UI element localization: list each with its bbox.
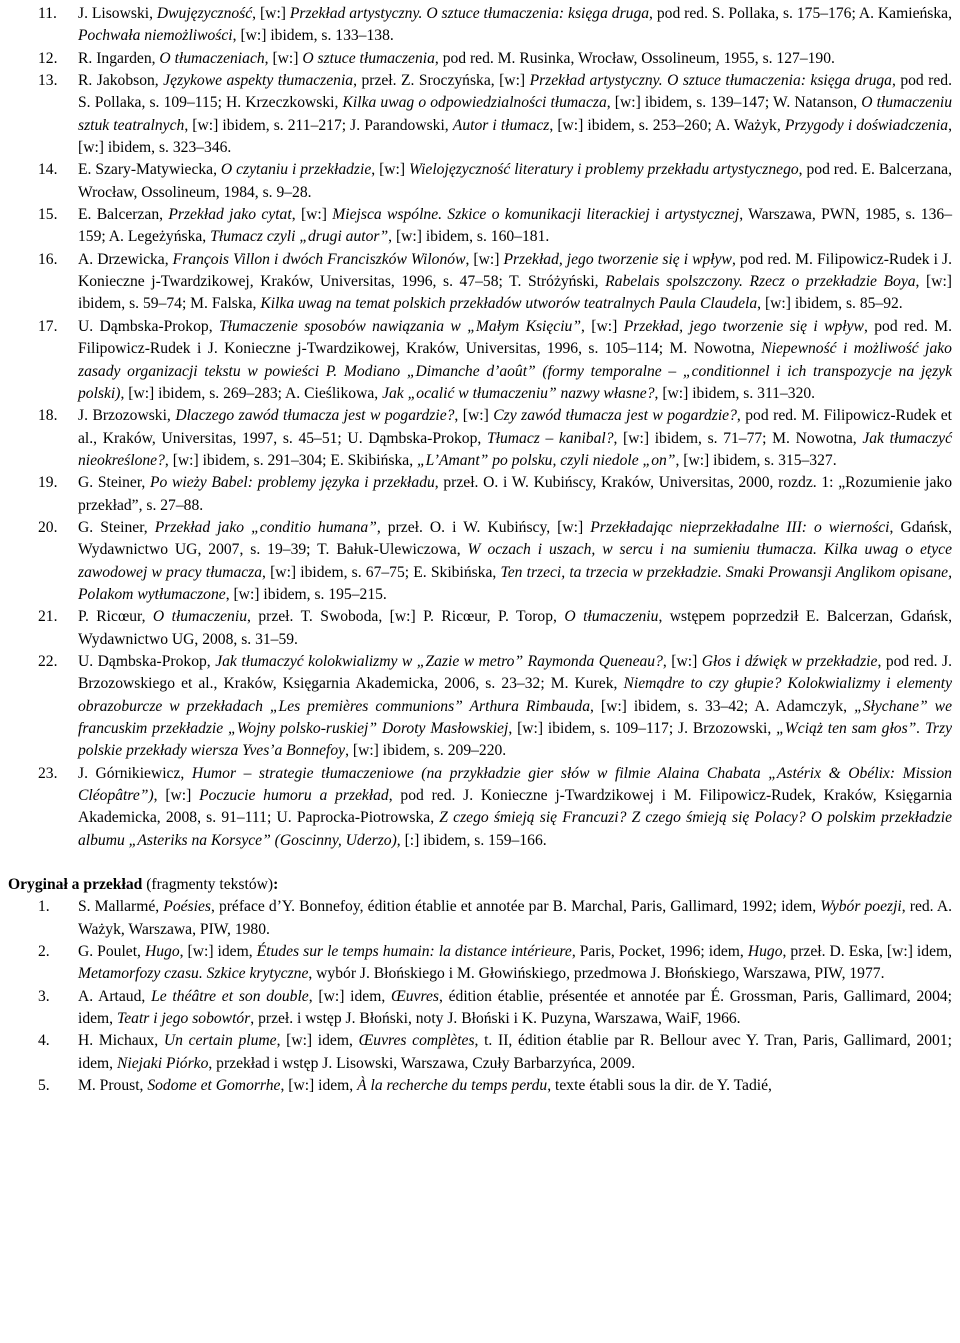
section-heading-colon: : bbox=[273, 876, 279, 894]
reference-text: A. Artaud, bbox=[78, 987, 152, 1005]
reference-title: Niejaki Piórko bbox=[116, 1054, 209, 1072]
reference-text: , pod red. S. Pollaka, s. 175–176; A. Kamieńska, bbox=[649, 5, 952, 22]
reference-title: Przekładając nieprzekładalne III: o wierności bbox=[590, 518, 890, 536]
reference-text: , pod red. J. Konieczne j-Twardzikowej i M. Filipowicz-Rudek, Kraków, Księgarnia Akademicka, 2008, s. 91–111; U. Paprocka-Piotrowska, bbox=[78, 787, 952, 827]
reference-text: J. Brzozowski, bbox=[78, 407, 176, 425]
reference-number: 12. bbox=[38, 49, 58, 67]
reference-text: U. Dąmbska-Prokop, bbox=[78, 317, 219, 335]
reference-text: , red. A. Ważyk, Warszawa, PIW, 1980. bbox=[78, 898, 952, 938]
reference-title: O tłumaczeniu bbox=[152, 608, 247, 626]
reference-number: 1. bbox=[38, 898, 50, 916]
reference-text: , [w:] bbox=[581, 317, 624, 335]
reference-text: , [w:] idem, bbox=[179, 943, 257, 961]
reference-text: , édition établie, présentée et annotée par É. Grossman, Paris, Gallimard, 2004; idem, bbox=[78, 987, 952, 1028]
reference-number: 23. bbox=[38, 764, 58, 782]
reference-text: , [w:] ibidem, s. 85–92. bbox=[757, 295, 903, 313]
reference-text: , [w:] bbox=[454, 407, 494, 425]
reference-text: R. Jakobson, bbox=[78, 72, 164, 90]
reference-title: Hugo bbox=[747, 943, 783, 961]
reference-text: , pod red. E. Balcerzana, Wrocław, Ossolineum, 1984, s. 9–28. bbox=[78, 161, 952, 201]
reference-title: Miejsca wspólne. Szkice o komunikacji literackiej i artystycznej bbox=[332, 206, 740, 224]
reference-title: O tłumaczeniu bbox=[564, 608, 659, 626]
reference-item bbox=[8, 1030, 952, 1075]
reference-title: Językowe aspekty tłumaczenia bbox=[163, 72, 354, 90]
reference-text: , pod red. M. Filipowicz-Rudek i J. Konieczne j-Twardzikowej, Kraków, Universitas, 1996, s. 47–58; T. Stróżyński, bbox=[78, 250, 952, 291]
reference-text: , [w:] idem, bbox=[280, 1077, 358, 1095]
reference-item bbox=[8, 249, 952, 316]
reference-number: 20. bbox=[38, 518, 58, 536]
reference-text: , [w:] bbox=[465, 250, 504, 268]
reference-title: Przekład jako „conditio humana” bbox=[154, 518, 377, 536]
reference-text: , przeł. T. Swoboda, [w:] P. Ricœur, P. Torop, bbox=[247, 608, 565, 626]
reference-text: , [w:] bbox=[371, 161, 409, 179]
reference-item bbox=[8, 405, 952, 472]
reference-title: „Wciąż ten sam głos”. Trzy polskie przekłady wiersza Yves’a Bonnefoy bbox=[78, 720, 952, 760]
reference-number: 22. bbox=[38, 652, 58, 670]
reference-text: , [w:] bbox=[153, 787, 200, 805]
reference-title: Pochwała niemożliwości bbox=[78, 27, 233, 45]
reference-title: Kilka uwag na temat polskich przekładów utworów teatralnych Paula Claudela bbox=[260, 295, 758, 313]
reference-text: M. Proust, bbox=[78, 1077, 148, 1095]
reference-title: Kilka uwag o odpowiedzialności tłumacza bbox=[342, 94, 607, 112]
reference-item bbox=[8, 606, 952, 651]
reference-title: „Słychane” we francuskim przekładzie „Wojny polsko-ruskiej” Doroty Masłowskiej bbox=[78, 697, 952, 737]
reference-text: U. Dąmbska-Prokop, bbox=[78, 652, 216, 670]
reference-text: , [w:] ibidem, s. 133–138. bbox=[232, 27, 394, 45]
reference-text: , texte établi sous la dir. de Y. Tadié, bbox=[547, 1077, 772, 1095]
reference-text: , [w:] ibidem, s. 67–75; E. Skibińska, bbox=[262, 563, 501, 581]
reference-title: Tłumaczenie sposobów nawiązania w „Małym Księciu” bbox=[218, 317, 582, 335]
reference-title: Hugo bbox=[144, 943, 180, 961]
reference-item bbox=[8, 3, 952, 48]
reference-title: Études sur le temps humain: la distance intérieure bbox=[256, 943, 572, 961]
reference-item bbox=[8, 763, 952, 852]
reference-title: Metamorfozy czasu. Szkice krytyczne bbox=[78, 965, 309, 983]
reference-item bbox=[8, 204, 952, 249]
reference-title: Rabelais spolszczony. Rzecz o przekładzie Boya bbox=[605, 273, 916, 291]
reference-title: Głos i dźwięk w przekładzie bbox=[701, 652, 878, 670]
reference-number: 2. bbox=[38, 943, 50, 961]
reference-title: Z czego śmieją się Francuzi? Z czego śmieją się Polacy? O polskim przekładzie albumu „Asteriks na Korsyce” (Goscinny, Uderzo) bbox=[78, 809, 952, 849]
reference-title: O czytaniu i przekładzie bbox=[220, 161, 372, 179]
reference-text: , [w:] ibidem, s. 323–346. bbox=[78, 116, 952, 157]
reference-text: , przeł. O. i W. Kubińscy, [w:] bbox=[376, 518, 591, 536]
reference-text: , Paris, Pocket, 1996; idem, bbox=[571, 943, 748, 961]
reference-text: , [w:] ibidem, s. 209–220. bbox=[345, 742, 507, 760]
reference-title: O tłumaczeniu sztuk teatralnych bbox=[78, 94, 953, 134]
reference-text: , [w:] ibidem, s. 71–77; M. Nowotna, bbox=[613, 429, 863, 447]
reference-text: , [w:] ibidem, s. 59–74; M. Falska, bbox=[78, 273, 952, 313]
reference-title: Niepewność i możliwość jako zasady organizacji tekstu w powieści P. Modiano „Dimanche d’août” (formy temporalne – „conditionnel i ich transpozycje na język polski) bbox=[78, 340, 952, 402]
reference-title: O sztuce tłumaczenia bbox=[302, 49, 435, 67]
reference-title: Jak tłumaczyć nieokreślone? bbox=[78, 429, 952, 469]
reference-text: , pod red. S. Pollaka, s. 109–115; H. Krzeczkowski, bbox=[78, 72, 952, 112]
reference-text: J. Górnikiewicz, bbox=[78, 764, 192, 782]
reference-title: Humor – strategie tłumaczeniowe (na przykładzie gier słów w filmie Alaina Chabata „Astérix & Obélix: Mission Cléopâtre”) bbox=[78, 764, 952, 805]
reference-title: Un certain plume bbox=[163, 1032, 277, 1050]
reference-text: H. Michaux, bbox=[78, 1032, 164, 1050]
reference-number: 18. bbox=[38, 407, 58, 425]
section-original-vs-translation bbox=[8, 874, 952, 1097]
bibliography-list bbox=[8, 3, 952, 852]
section-heading-rest: (fragmenty tekstów) bbox=[142, 876, 274, 894]
reference-title: Ten trzeci, ta trzecia w przekładzie. Smaki Prowansji Anglikom opisane, Polakom wytłumaczone bbox=[78, 563, 952, 603]
reference-number: 16. bbox=[38, 250, 58, 268]
reference-title: Przekład jako cytat bbox=[168, 206, 292, 224]
reference-title: „L’Amant” po polsku, czyli niedole „on” bbox=[417, 451, 676, 469]
reference-text: , [w:] ibidem, s. 311–320. bbox=[654, 384, 816, 402]
reference-text: A. Drzewicka, bbox=[78, 250, 173, 268]
reference-text: S. Mallarmé, bbox=[78, 898, 164, 916]
reference-text: , [w:] ibidem, s. 195–215. bbox=[225, 585, 387, 603]
reference-title: Œuvres complètes bbox=[358, 1032, 475, 1050]
section-heading bbox=[8, 874, 952, 896]
reference-text: , przeł. D. Eska, [w:] idem, bbox=[782, 943, 953, 961]
reference-text: R. Ingarden, bbox=[78, 49, 160, 67]
reference-title: O tłumaczeniach bbox=[159, 49, 265, 67]
reference-item bbox=[8, 986, 952, 1031]
reference-text: , [w:] ibidem, s. 139–147; W. Natanson, bbox=[606, 94, 862, 112]
reference-text: , pod red. J. Brzozowskiego et al., Kraków, Księgarnia Akademicka, 2006, s. 23–32; M. Kurek, bbox=[78, 652, 952, 693]
reference-title: Sodome et Gomorrhe bbox=[147, 1077, 281, 1095]
reference-text: , [w:] ibidem, s. 109–117; J. Brzozowski, bbox=[508, 720, 777, 737]
reference-number: 14. bbox=[38, 161, 58, 179]
reference-item bbox=[8, 159, 952, 204]
reference-title: Przekład, jego tworzenie się i wpływ bbox=[503, 250, 732, 268]
reference-text: , [w:] idem, bbox=[276, 1032, 359, 1050]
reference-item bbox=[8, 472, 952, 517]
reference-title: Le théâtre et son double bbox=[151, 987, 309, 1005]
reference-title: Tłumacz czyli „drugi autor” bbox=[210, 228, 389, 246]
reference-title: François Villon i dwóch Franciszków Wilonów bbox=[172, 250, 466, 268]
reference-text: G. Steiner, bbox=[78, 518, 155, 536]
reference-text: , [w:] ibidem, s. 33–42; A. Adamczyk, bbox=[590, 697, 855, 715]
reference-title: Autor i tłumacz bbox=[452, 116, 550, 134]
reference-number: 19. bbox=[38, 474, 58, 492]
reference-text: G. Poulet, bbox=[78, 943, 145, 961]
reference-title: Dwujęzyczność bbox=[156, 5, 253, 22]
reference-text: , [w:] idem, bbox=[308, 987, 392, 1005]
reference-title: Niemądre to czy głupie? Kolokwializmy i elementy obrazoburcze w przekładach „Les premières communions” Arthura Rimbauda bbox=[78, 675, 952, 715]
document-page bbox=[8, 3, 952, 1098]
reference-text: , préface d’Y. Bonnefoy, édition établie et annotée par B. Marchal, Paris, Gallimard, 1992; idem, bbox=[210, 898, 821, 916]
reference-text: , [w:] ibidem, s. 253–260; A. Ważyk, bbox=[549, 116, 785, 134]
reference-text: , przeł. O. i W. Kubińscy, Kraków, Universitas, 2000, rozdz. 1: „Rozumienie jako przekład”, s. 27–88. bbox=[78, 474, 952, 514]
reference-text: , [:] ibidem, s. 159–166. bbox=[396, 831, 547, 849]
reference-number: 4. bbox=[38, 1032, 50, 1050]
reference-number: 11. bbox=[38, 5, 57, 22]
reference-text: , Gdańsk, Wydawnictwo UG, 2007, s. 19–39; T. Bałuk-Ulewiczowa, bbox=[78, 518, 953, 559]
reference-text: E. Balcerzan, bbox=[78, 206, 169, 224]
reference-text: , [w:] ibidem, s. 291–304; E. Skibińska, bbox=[164, 451, 417, 469]
reference-item bbox=[8, 1075, 952, 1097]
reference-title: Poésies bbox=[163, 898, 211, 916]
reference-text: , pod red. M. Filipowicz-Rudek i J. Konieczne j-Twardzikowej, Kraków, Universitas, 1996, s. 105–114; M. Nowotna, bbox=[78, 317, 952, 358]
reference-number: 17. bbox=[38, 317, 58, 335]
reference-text: E. Szary-Matywiecka, bbox=[78, 161, 221, 179]
reference-title: Œuvres bbox=[391, 987, 439, 1005]
reference-title: Jak „ocalić w tłumaczeniu” nazwy własne? bbox=[382, 384, 655, 402]
reference-number: 3. bbox=[38, 987, 50, 1005]
reference-title: Tłumacz – kanibal? bbox=[486, 429, 614, 447]
reference-text: , [w:] bbox=[662, 652, 702, 670]
reference-title: Czy zawód tłumacza jest w pogardzie? bbox=[493, 407, 737, 425]
reference-title: À la recherche du temps perdu bbox=[357, 1077, 548, 1095]
reference-text: , [w:] bbox=[252, 5, 290, 22]
reference-text: P. Ricœur, bbox=[78, 608, 153, 626]
reference-title: Po wieży Babel: problemy języka i przekładu bbox=[150, 474, 435, 492]
reference-item bbox=[8, 48, 952, 70]
reference-item bbox=[8, 651, 952, 763]
reference-item bbox=[8, 896, 952, 941]
texts-list bbox=[8, 896, 952, 1097]
reference-text: , [w:] ibidem, s. 269–283; A. Cieślikowa, bbox=[120, 384, 383, 402]
reference-title: W oczach i uszach, w sercu i na sumieniu tłumacza. Kilka uwag o etyce zawodowej w pracy tłumacza bbox=[78, 541, 952, 581]
reference-text: , wybór J. Błońskiego i M. Głowińskiego, przedmowa J. Błońskiego, Warszawa, PIW, 1977. bbox=[308, 965, 885, 983]
reference-text: G. Steiner, bbox=[78, 474, 150, 492]
reference-number: 21. bbox=[38, 608, 58, 626]
reference-text: , pod red. M. Rusinka, Wrocław, Ossolineum, 1955, s. 127–190. bbox=[434, 49, 835, 67]
reference-text: , [w:] ibidem, s. 160–181. bbox=[388, 228, 550, 246]
reference-title: Jak tłumaczyć kolokwializmy w „Zazie w metro” Raymonda Queneau? bbox=[215, 652, 663, 670]
reference-title: Przekład artystyczny. O sztuce tłumaczenia: księga druga bbox=[289, 5, 650, 22]
reference-text: J. Lisowski, bbox=[78, 5, 157, 22]
reference-text: , przeł. i wstęp J. Błoński, noty J. Błoński i K. Puzyna, Warszawa, WaiF, 1966. bbox=[250, 1010, 741, 1028]
reference-text: , Warszawa, PWN, 1985, s. 136–159; A. Legeżyńska, bbox=[78, 206, 952, 246]
reference-title: Przekład, jego tworzenie się i wpływ bbox=[623, 317, 864, 335]
reference-item bbox=[8, 70, 952, 159]
reference-title: Wybór poezji bbox=[820, 898, 902, 916]
reference-number: 5. bbox=[38, 1077, 50, 1095]
reference-title: Poczucie humoru a przekład bbox=[199, 787, 389, 805]
reference-title: Dlaczego zawód tłumacza jest w pogardzie? bbox=[175, 407, 455, 425]
reference-text: , przekład i wstęp J. Lisowski, Warszawa, Czuły Barbarzyńca, 2009. bbox=[208, 1054, 636, 1072]
reference-text: , [w:] ibidem, s. 315–327. bbox=[675, 451, 837, 469]
reference-title: Przygody i doświadczenia bbox=[784, 116, 949, 134]
reference-text: , [w:] ibidem, s. 211–217; J. Parandowski, bbox=[184, 116, 453, 134]
reference-number: 15. bbox=[38, 206, 58, 224]
section-heading-bold: Oryginał a przekład bbox=[8, 876, 143, 894]
reference-number: 13. bbox=[38, 72, 58, 90]
reference-title: Przekład artystyczny. O sztuce tłumaczenia: księga druga bbox=[529, 72, 892, 90]
reference-item bbox=[8, 941, 952, 986]
reference-item bbox=[8, 316, 952, 405]
reference-text: , t. II, édition établie par R. Bellour avec Y. Tran, Paris, Gallimard, 2001; idem, bbox=[78, 1032, 952, 1072]
reference-text: , pod red. M. Filipowicz-Rudek et al., Kraków, Universitas, 1997, s. 45–51; U. Dąmbska-Prokop, bbox=[78, 407, 952, 447]
reference-text: , wstępem poprzedził E. Balcerzan, Gdańsk, Wydawnictwo UG, 2008, s. 31–59. bbox=[78, 608, 953, 648]
reference-title: Teatr i jego sobowtór bbox=[116, 1010, 251, 1028]
reference-text: , przeł. Z. Sroczyńska, [w:] bbox=[353, 72, 530, 90]
reference-text: , [w:] bbox=[291, 206, 333, 224]
reference-text: , [w:] bbox=[264, 49, 303, 67]
reference-item bbox=[8, 517, 952, 606]
reference-title: Wielojęzyczność literatury i problemy przekładu artystycznego bbox=[408, 161, 799, 179]
